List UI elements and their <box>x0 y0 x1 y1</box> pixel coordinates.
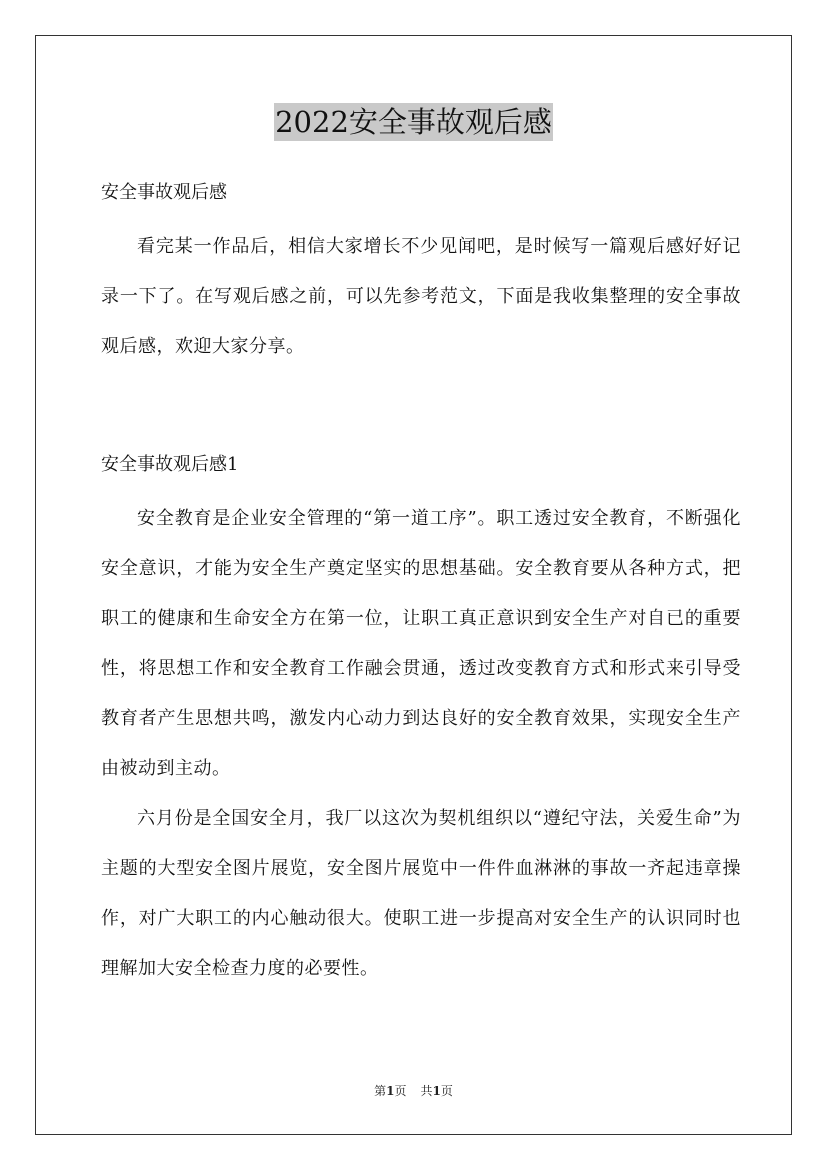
intro-paragraph: 看完某一作品后，相信大家增长不少见闻吧，是时候写一篇观后感好好记录一下了。在写观后感之前，可以先参考范文，下面是我收集整理的安全事故观后感，欢迎大家分享。 <box>101 236 741 357</box>
section1-heading: 安全事故观后感1 <box>101 454 239 475</box>
section1-paragraph-2: 六月份是全国安全月，我厂以这次为契机组织以“遵纪守法，关爱生命”为主题的大型安全图片展览，安全图片展览中一件件血淋淋的事故一齐起违章操作，对广大职工的内心触动很大。使职工进一步提高对安全生产的认识同时也理解加大安全检查力度的必要性。 <box>101 808 741 979</box>
footer-page-number: 1 <box>386 1084 395 1098</box>
footer-total-pages: 1 <box>432 1084 441 1098</box>
document-title: 2022安全事故观后感 <box>275 105 552 139</box>
footer-total-suffix: 页 <box>440 1084 453 1098</box>
footer-prefix: 第 <box>374 1084 387 1098</box>
section1-body <box>101 494 741 994</box>
footer-total-prefix: 共 <box>420 1084 433 1098</box>
section1-paragraph-1: 安全教育是企业安全管理的“第一道工序”。职工透过安全教育，不断强化安全意识，才能为安全生产奠定坚实的思想基础。安全教育要从各种方式，把职工的健康和生命安全方在第一位，让职工真正意识到安全生产对自已的重要性，将思想工作和安全教育工作融会贯通，透过改变教育方式和形式来引导受教育者产生思想共鸣，激发内心动力到达良好的安全教育效果，实现安全生产由被动到主动。 <box>101 508 741 779</box>
page-footer <box>0 1083 827 1099</box>
intro-heading: 安全事故观后感 <box>101 182 227 203</box>
footer-page-suffix: 页 <box>394 1084 407 1098</box>
intro-body <box>101 222 741 372</box>
title-container <box>0 103 827 141</box>
